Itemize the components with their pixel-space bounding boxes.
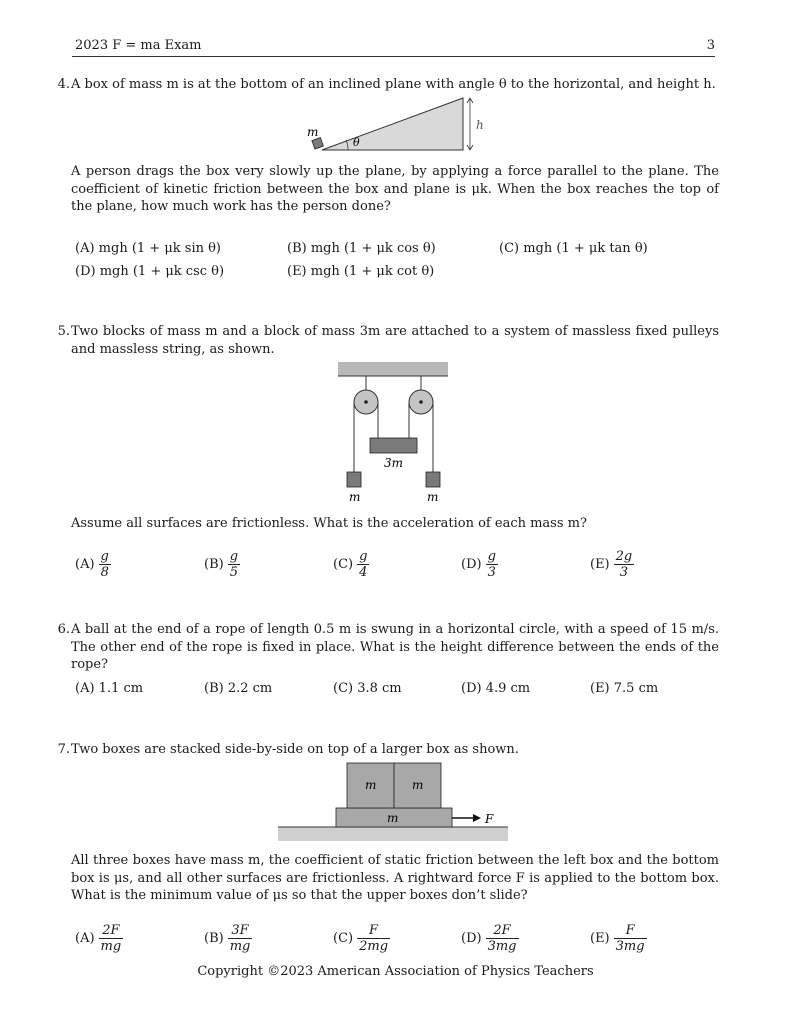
- q7-stem: Two boxes are stacked side-by-side on top of a larger box as shown.: [71, 742, 519, 757]
- block-3m: [370, 438, 417, 453]
- fraction-denominator: 3mg: [615, 939, 645, 954]
- fraction-denominator: 3: [619, 565, 629, 580]
- fraction-denominator: 3: [487, 565, 496, 580]
- left-upper-box-label: m: [365, 778, 377, 792]
- q6-option-b[interactable]: (B) 2.2 cm: [204, 681, 273, 696]
- force-label: F: [485, 812, 494, 826]
- q7-option-a[interactable]: (A) $\frac{2F}{mg}$: [75, 923, 122, 954]
- fraction-denominator: 8: [100, 565, 109, 580]
- copyright-footer: Copyright ©2023 American Association of Physics Teachers: [197, 964, 594, 979]
- q5-option-b[interactable]: (B) $\frac{g}{5}$: [204, 549, 239, 580]
- ceiling: [338, 362, 448, 376]
- q7-option-c[interactable]: (C) $\frac{F}{2mg}$: [333, 923, 389, 954]
- q6-stem: A ball at the end of a rope of length 0.5 m is swung in a horizontal circle, with a speed of 15 m/s. The other end of the rope is fixed in place. What is the height difference between the ends of the rope?: [71, 622, 719, 672]
- q7-option-e[interactable]: (E) $\frac{F}{3mg}$: [590, 923, 645, 954]
- bottom-box-label: m: [387, 811, 399, 825]
- fraction-numerator: F: [357, 923, 390, 939]
- left-block-label: m: [349, 490, 361, 504]
- stacked-boxes-figure: [278, 760, 514, 844]
- q5-option-c[interactable]: (C) $\frac{g}{4}$: [333, 549, 368, 580]
- q6-option-a[interactable]: (A) 1.1 cm: [75, 681, 144, 696]
- q4-stem: A box of mass m is at the bottom of an inclined plane with angle θ to the horizontal, and height h.: [71, 77, 716, 92]
- left-block-m: [347, 472, 361, 487]
- right-block-label: m: [427, 490, 439, 504]
- q4-option-a[interactable]: (A) mgh (1 + μk sin θ): [75, 241, 222, 256]
- q5-option-e[interactable]: (E) $\frac{2g}{3}$: [590, 549, 633, 580]
- fraction-numerator: 2g: [615, 549, 633, 564]
- fraction-denominator: 3mg: [487, 939, 517, 954]
- fraction-numerator: 2F: [99, 923, 124, 939]
- fraction-denominator: mg: [100, 939, 122, 954]
- q7-body: All three boxes have mass m, the coefficient of static friction between the left box and the bottom box is μs, and all other surfaces are frictionless. A rightward force F is applied to the bottom box. What is the minimum value of μs so that the upper boxes don’t slide?: [71, 853, 719, 903]
- block-3m-label: 3m: [384, 456, 404, 470]
- fraction-numerator: g: [359, 549, 368, 564]
- right-block-m: [426, 472, 440, 487]
- q4-option-d[interactable]: (D) mgh (1 + μk csc θ): [75, 264, 225, 279]
- height-label: h: [476, 118, 484, 132]
- q4-option-c[interactable]: (C) mgh (1 + μk tan θ): [499, 241, 648, 256]
- incline-mass-label: m: [307, 125, 319, 139]
- ground: [278, 827, 508, 841]
- pulley-figure: [330, 360, 460, 505]
- q5-option-d[interactable]: (D) $\frac{g}{3}$: [461, 549, 496, 580]
- q4-option-e[interactable]: (E) mgh (1 + μk cot θ): [287, 264, 435, 279]
- angle-label: θ: [353, 136, 360, 149]
- fraction-denominator: 4: [359, 565, 368, 580]
- q7-option-d[interactable]: (D) $\frac{2F}{3mg}$: [461, 923, 517, 954]
- q7-number: 7.: [57, 742, 70, 757]
- fraction-numerator: g: [100, 549, 109, 564]
- q7-option-b[interactable]: (B) $\frac{3F}{mg}$: [204, 923, 251, 954]
- fraction-numerator: 3F: [228, 923, 253, 939]
- q5-stem: Two blocks of mass m and a block of mass 3m are attached to a system of massless fixed pulleys and massless string, as shown.: [71, 324, 719, 357]
- page-number: 3: [706, 38, 715, 53]
- q6-option-e[interactable]: (E) 7.5 cm: [590, 681, 659, 696]
- q5-number: 5.: [57, 324, 70, 339]
- fraction-denominator: 2mg: [359, 939, 389, 954]
- q6-option-d[interactable]: (D) 4.9 cm: [461, 681, 531, 696]
- fraction-numerator: g: [487, 549, 496, 564]
- page-header: [72, 38, 715, 57]
- fraction-numerator: F: [614, 923, 647, 939]
- fraction-numerator: g: [229, 549, 239, 564]
- fraction-denominator: mg: [229, 939, 251, 954]
- incline-figure: [300, 92, 500, 154]
- q4-number: 4.: [57, 77, 70, 92]
- q6-number: 6.: [57, 622, 70, 637]
- q5-option-a[interactable]: (A) $\frac{g}{8}$: [75, 549, 109, 580]
- q4-body: A person drags the box very slowly up the plane, by applying a force parallel to the plane. The coefficient of kinetic friction between the box and plane is μk. When the box reaches the top of the plane, how much work has the person done?: [71, 164, 719, 214]
- q6-option-c[interactable]: (C) 3.8 cm: [333, 681, 402, 696]
- fraction-numerator: 2F: [486, 923, 519, 939]
- q4-option-b[interactable]: (B) mgh (1 + μk cos θ): [287, 241, 436, 256]
- exam-title: 2023 F = ma Exam: [75, 38, 202, 53]
- box-on-incline: [312, 138, 324, 150]
- q5-body: Assume all surfaces are frictionless. What is the acceleration of each mass m?: [71, 516, 587, 531]
- right-upper-box-label: m: [412, 778, 424, 792]
- fraction-denominator: 5: [229, 565, 238, 580]
- inclined-plane: [322, 98, 463, 150]
